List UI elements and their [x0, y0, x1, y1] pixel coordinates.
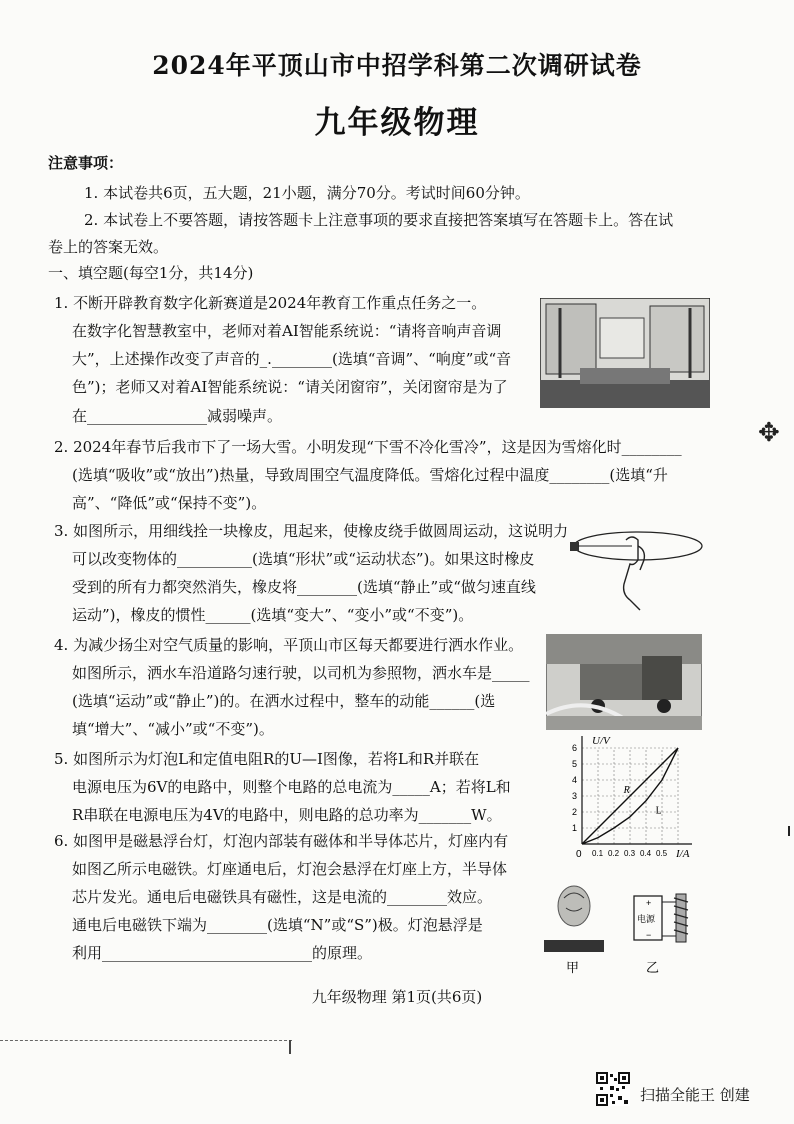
scanner-watermark: 扫描全能王 创建	[640, 1086, 750, 1104]
page-footer: 九年级物理 第1页(共6页)	[311, 988, 483, 1006]
q6-line: 如图乙所示电磁铁。灯座通电后，灯泡会悬浮在灯座上方，半导体	[72, 860, 508, 878]
q6-line: 通电后电磁铁下端为________(选填“N”或“S”)极。灯泡悬浮是	[72, 916, 483, 934]
figure-label-a: 甲	[566, 960, 580, 975]
notice-item-2: 2. 本试卷上不要答题，请按答题卡上注意事项的要求直接把答案填写在答题卡上。答在试	[84, 211, 674, 229]
notice-heading: 注意事项：	[48, 154, 124, 172]
q2-line: 2. 2024年春节后我市下了一场大雪。小明发现“下雪不冷化雪冷”，这是因为雪熔化时________	[54, 438, 682, 456]
q4-line: 填“增大”、“减小”或“不变”)。	[72, 720, 274, 738]
power-supply-label: 电源	[637, 914, 656, 924]
q6-line: 利用____________________________的原理。	[72, 944, 373, 962]
y-tick-label: 3	[572, 791, 578, 801]
sprinkler-truck-photo	[546, 634, 702, 730]
series-label-R: R	[623, 784, 630, 796]
q1-line: 在数字化智慧教室中，老师对着AI智能系统说：“请将音响声音调	[72, 322, 502, 340]
notice-item-2-cont: 卷上的答案无效。	[48, 238, 169, 256]
qr-code-icon	[596, 1072, 630, 1106]
y-tick-label: 2	[572, 807, 578, 817]
section-heading: 一、填空题(每空1分，共14分)	[48, 264, 254, 282]
classroom-photo	[540, 298, 710, 408]
q6-line: 6. 如图甲是磁悬浮台灯，灯泡内部装有磁体和半导体芯片，灯座内有	[54, 832, 509, 850]
figure-label-b: 乙	[646, 960, 660, 975]
q2-line: 高”、“降低”或“保持不变”)。	[72, 494, 267, 512]
notice-item-1: 1. 本试卷共6页，五大题，21小题，满分70分。考试时间60分钟。	[84, 184, 530, 202]
x-tick-label: 0.2	[608, 849, 620, 858]
q1-line: 色”)；老师又对着AI智能系统说：“请关闭窗帘”，关闭窗帘是为了	[72, 378, 508, 396]
q1-line: 大”，上述操作改变了声音的_.________(选填“音调”、“响度”或“音	[72, 350, 512, 368]
origin-label: 0	[576, 849, 582, 860]
x-tick-label: 0.4	[640, 849, 652, 858]
q1-line: 在________________减弱噪声。	[72, 407, 283, 425]
cut-line-tick	[289, 1040, 291, 1054]
x-axis-label: I/A	[676, 848, 690, 860]
eraser-circular-motion-figure	[570, 516, 710, 616]
q3-line: 可以改变物体的__________(选填“形状”或“运动状态”)。如果这时橡皮	[72, 550, 535, 568]
maglev-lamp-figure	[540, 878, 710, 978]
y-axis-label: U/V	[592, 735, 610, 747]
svg-text:+: +	[646, 898, 652, 908]
q5-line: 电源电压为6V的电路中，则整个电路的总电流为_____A；若将L和	[72, 778, 511, 796]
cut-line	[0, 1040, 292, 1041]
q5-line: R串联在电源电压为4V的电路中，则电路的总功率为_______W。	[72, 806, 502, 824]
svg-text:−: −	[646, 930, 652, 940]
q3-line: 受到的所有力都突然消失，橡皮将________(选填“静止”或“做匀速直线	[72, 578, 536, 596]
q2-line: (选填“吸收”或“放出”)热量，导致周围空气温度降低。雪熔化过程中温度________(选填“升	[72, 466, 668, 484]
exam-title: 2024年平顶山市中招学科第二次调研试卷	[152, 51, 642, 80]
y-tick-label: 6	[572, 743, 578, 753]
q4-line: (选填“运动”或“静止”)的。在洒水过程中，整车的动能______(选	[72, 692, 496, 710]
q5-line: 5. 如图所示为灯泡L和定值电阻R的U—I图像，若将L和R并联在	[54, 750, 480, 768]
lamp-photo	[544, 886, 604, 952]
series-label-L: L	[655, 805, 662, 817]
q3-line: 运动”)，橡皮的惯性______(选填“变大”、“变小”或“不变”)。	[72, 606, 474, 624]
x-tick-label: 0.1	[592, 849, 604, 858]
ui-graph	[562, 730, 702, 862]
x-tick-label: 0.5	[656, 849, 668, 858]
exam-subject: 九年级物理	[314, 105, 480, 141]
y-tick-label: 5	[572, 759, 578, 769]
electromagnet-diagram	[634, 894, 688, 942]
q4-line: 如图所示，洒水车沿道路匀速行驶，以司机为参照物，洒水车是_____	[72, 664, 530, 682]
q1-line: 1. 不断开辟教育数字化新赛道是2024年教育工作重点任务之一。	[54, 294, 487, 312]
move-icon[interactable]: ✥	[758, 418, 780, 448]
q6-line: 芯片发光。通电后电磁铁具有磁性，这是电流的________效应。	[72, 888, 493, 906]
margin-mark	[788, 826, 790, 836]
q3-line: 3. 如图所示，用细线拴一块橡皮，甩起来，使橡皮绕手做圆周运动，这说明力	[54, 522, 569, 540]
q4-line: 4. 为减少扬尘对空气质量的影响，平顶山市区每天都要进行洒水作业。	[54, 636, 524, 654]
x-tick-label: 0.3	[624, 849, 636, 858]
y-tick-label: 4	[572, 775, 578, 785]
y-tick-label: 1	[572, 823, 578, 833]
